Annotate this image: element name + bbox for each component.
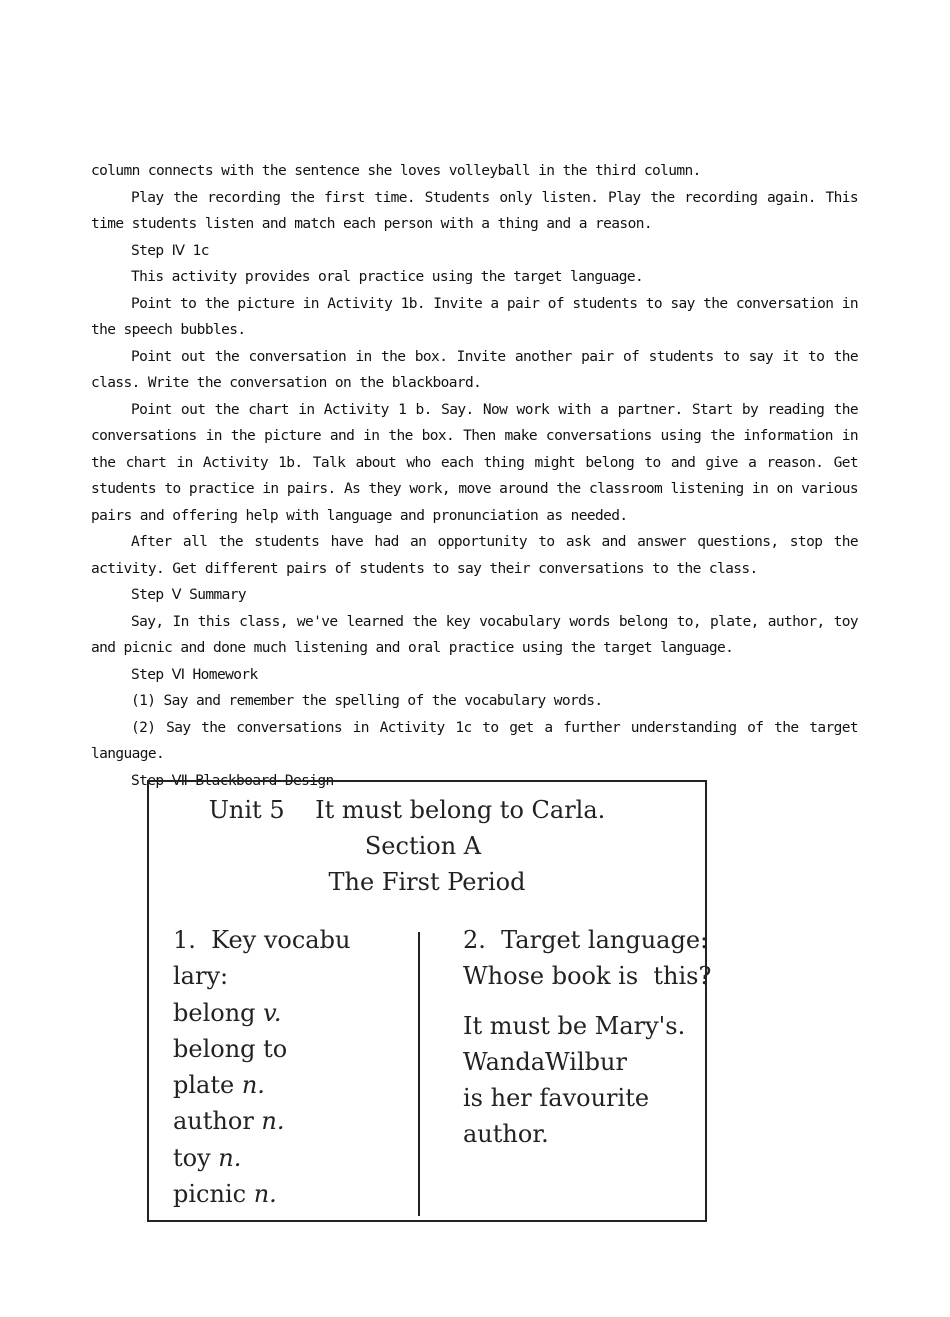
paragraph: column connects with the sentence she loves volleyball in the third column.	[91, 163, 701, 179]
vocab-pos: n.	[241, 1071, 265, 1100]
target-answer-line: WandaWilbur	[463, 1048, 627, 1076]
vocab-pos: v.	[263, 998, 282, 1027]
vocab-item	[173, 1140, 350, 1176]
vocab-heading: 1. Key vocabu	[173, 926, 351, 954]
blackboard-design	[147, 780, 712, 1222]
paragraph: Point out the conversation in the box. Invite another pair of students to say it to the class. Write the conversation on the blackboard.	[91, 348, 858, 391]
board-target-language-column	[463, 922, 711, 1152]
vocab-heading-cont: lary:	[173, 962, 229, 991]
vocab-item	[173, 1176, 350, 1212]
vocab-pos: n.	[218, 1143, 242, 1172]
board-title-period: The First Period	[328, 868, 526, 896]
target-language-heading: 2. Target language:	[463, 926, 709, 954]
target-answer-line: is her favourite	[463, 1084, 650, 1112]
spacer	[463, 994, 711, 1008]
paragraph: Play the recording the first time. Students only listen. Play the recording again. This time students listen and match each person with a thing and a reason.	[91, 189, 858, 232]
board-title-unit: Unit 5 It must belong to Carla.	[208, 796, 606, 824]
target-answer-line: author.	[463, 1120, 549, 1148]
vocab-word: picnic	[173, 1180, 254, 1209]
target-answer-line: It must be Mary's.	[463, 1012, 686, 1040]
vocab-item	[173, 1103, 350, 1139]
vocab-item	[173, 1067, 350, 1103]
board-vocabulary-column	[173, 922, 350, 1212]
step-heading: Step Ⅶ Blackboard Design	[131, 772, 334, 789]
paragraph: This activity provides oral practice using the target language.	[131, 269, 644, 285]
vocab-pos: n.	[261, 1107, 285, 1136]
step-heading: Step Ⅵ Homework	[131, 666, 258, 683]
homework-item: (2) Say the conversations in Activity 1c to get a further understanding of the target language.	[91, 719, 858, 762]
paragraph: After all the students have had an opportunity to ask and answer questions, stop the activity. Get different pairs of students to say their conversations to the class.	[91, 534, 858, 577]
step-heading: Step Ⅳ 1c	[131, 242, 209, 259]
vocab-item	[173, 1031, 350, 1067]
paragraph: Point to the picture in Activity 1b. Invite a pair of students to say the conversation in the speech bubbles.	[91, 295, 858, 338]
board-divider	[418, 932, 420, 1216]
vocab-word: author	[173, 1107, 262, 1136]
target-question: Whose book is this?	[463, 962, 712, 990]
lesson-text	[91, 158, 858, 794]
paragraph: Say, In this class, we've learned the key vocabulary words belong to, plate, author, toy and picnic and done much listening and oral practice using the target language.	[91, 613, 858, 656]
vocab-pos: n.	[253, 1180, 277, 1209]
step-heading: Step Ⅴ Summary	[131, 587, 247, 603]
vocab-word: belong	[173, 998, 264, 1027]
vocab-word: belong to	[173, 1034, 288, 1063]
board-title-section: Section A	[364, 832, 482, 860]
homework-item: (1) Say and remember the spelling of the vocabulary words.	[131, 693, 603, 709]
vocab-item	[173, 995, 350, 1031]
vocab-word: plate	[173, 1071, 242, 1100]
paragraph: Point out the chart in Activity 1 b. Say. Now work with a partner. Start by reading the conversations in the picture and in the box. Then make conversations using the information in the chart in Activity 1b. Talk about who each thing might belong to and give a reason. Get students to practice in pairs. As they work, move around the classroom listening in on various pairs and offering help with language and pronunciation as needed.	[91, 401, 858, 524]
vocab-word: toy	[173, 1143, 219, 1172]
